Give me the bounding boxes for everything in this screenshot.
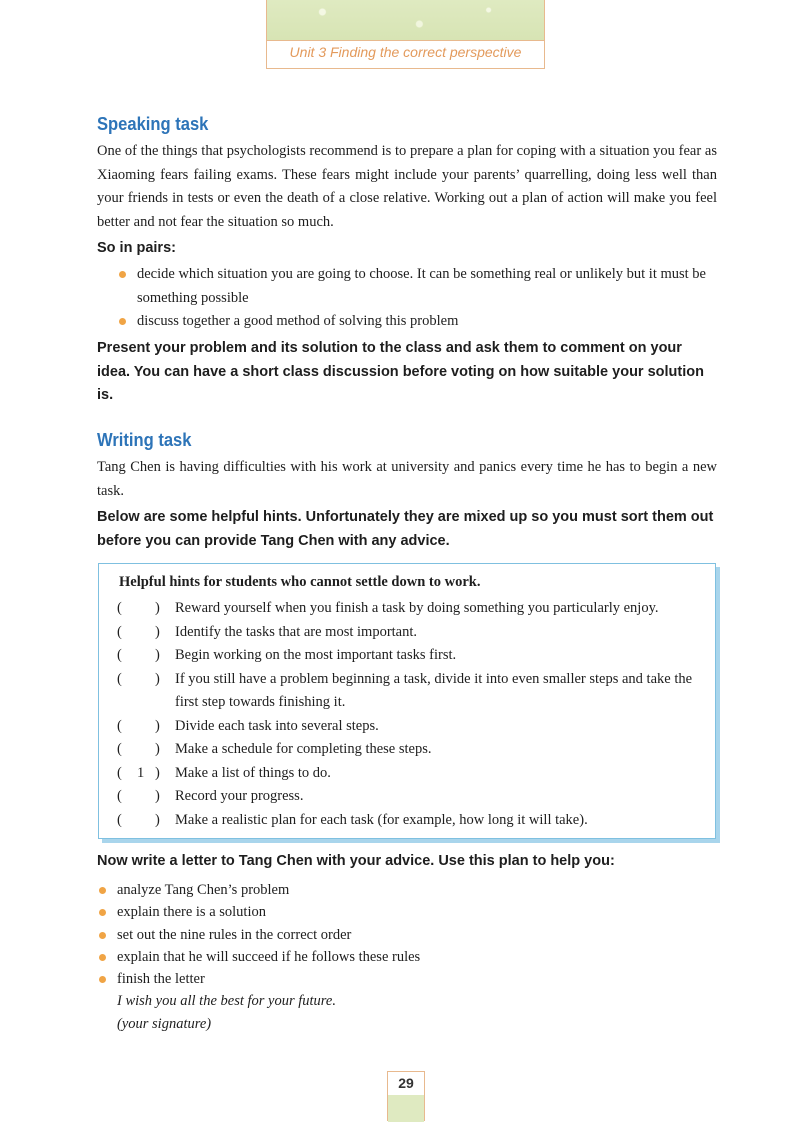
hint-item (117, 668, 707, 715)
plan-bullet-list (97, 879, 717, 990)
answer-blank-open: ( (117, 811, 122, 828)
hint-text: Divide each task into several steps. (175, 717, 379, 734)
hint-item (117, 762, 707, 786)
list-item: decide which situation you are going to choose. It can be something real or unlikely but it must be something possible (117, 263, 717, 310)
hints-box-title: Helpful hints for students who cannot settle down to work. (119, 574, 481, 590)
hints-instruction: Below are some helpful hints. Unfortunately they are mixed up so you must sort them out before you can provide Tang Chen with any advice. (97, 509, 714, 549)
answer-blank-close: ) (155, 764, 160, 781)
hint-text: If you still have a problem beginning a task, divide it into even smaller steps and take the first step towards finishing it. (175, 670, 693, 710)
page-number-tab (387, 1071, 425, 1121)
hint-text: Make a list of things to do. (175, 764, 331, 781)
answer-blank-open: ( (117, 717, 122, 734)
hint-item (117, 644, 707, 668)
answer-blank-open: ( (117, 600, 122, 616)
answer-blank-close: ) (155, 811, 160, 828)
answer-blank-open: ( (117, 670, 122, 687)
answer-blank-close: ) (155, 788, 160, 804)
answer-blank-open: ( (117, 647, 122, 663)
answer-blank-close: ) (155, 670, 160, 687)
pairs-label: So in pairs: (97, 240, 176, 256)
answer-blank-open: ( (117, 788, 122, 804)
hint-text: Make a realistic plan for each task (for example, how long it will take). (175, 811, 588, 828)
list-item: discuss together a good method of solving this problem (117, 310, 717, 334)
hint-text: Identify the tasks that are most important. (175, 623, 418, 640)
list-item: explain that he will succeed if he follows these rules (97, 946, 717, 968)
unit-title: Unit 3 Finding the correct perspective (289, 44, 522, 60)
answer-blank-open: ( (117, 764, 122, 781)
answer-blank-close: ) (155, 600, 160, 616)
hint-item (117, 738, 707, 762)
list-item: analyze Tang Chen’s problem (97, 879, 717, 901)
hint-item (117, 785, 707, 809)
letter-signature-placeholder: (your signature) (117, 1016, 212, 1032)
answer-blank-close: ) (155, 623, 160, 640)
answer-blank-close: ) (155, 717, 160, 734)
writing-intro-paragraph: Tang Chen is having difficulties with his work at university and panics every time he has to begin a new task. (97, 459, 717, 499)
hint-item (117, 597, 707, 621)
hint-text: Reward yourself when you finish a task by doing something you particularly enjoy. (175, 600, 659, 616)
answer-blank-open: ( (117, 623, 122, 640)
header-decorative-art (267, 0, 544, 41)
present-instruction: Present your problem and its solution to the class and ask them to comment on your idea. You can have a short class discussion before voting on how suitable your solution is. (97, 340, 704, 403)
hint-text: Make a schedule for completing these steps. (175, 741, 432, 757)
writing-task-heading: Writing task (97, 430, 192, 450)
answer-blank-close: ) (155, 741, 160, 757)
hint-item (117, 715, 707, 739)
hint-item (117, 809, 707, 833)
answer-blank-open: ( (117, 741, 122, 757)
speaking-task-heading: Speaking task (97, 114, 209, 134)
answer-slot[interactable]: 1 (137, 764, 145, 781)
helpful-hints-box (98, 563, 716, 839)
letter-closing-line: I wish you all the best for your future. (117, 993, 336, 1009)
letter-instruction: Now write a letter to Tang Chen with your advice. Use this plan to help you: (97, 853, 615, 869)
list-item: set out the nine rules in the correct order (97, 924, 717, 946)
unit-header (266, 0, 545, 69)
list-item: explain there is a solution (97, 901, 717, 923)
list-item: finish the letter (97, 968, 717, 990)
hint-item (117, 621, 707, 645)
page-number-tab-fill (388, 1095, 424, 1122)
page-number: 29 (398, 1075, 414, 1091)
speaking-bullet-list (117, 263, 717, 334)
speaking-intro-paragraph: One of the things that psychologists recommend is to prepare a plan for coping with a situation you fear as Xiaoming fears failing exams. These fears might include your parents’ quarrelling, doing less well than your friends in tests or even the death of a close relative. Working out a plan of action will make you feel better and not fear the situation so much. (97, 143, 717, 230)
hint-text: Begin working on the most important tasks first. (175, 647, 457, 663)
answer-blank-close: ) (155, 647, 160, 663)
hints-list (117, 597, 707, 832)
hint-text: Record your progress. (175, 788, 304, 804)
